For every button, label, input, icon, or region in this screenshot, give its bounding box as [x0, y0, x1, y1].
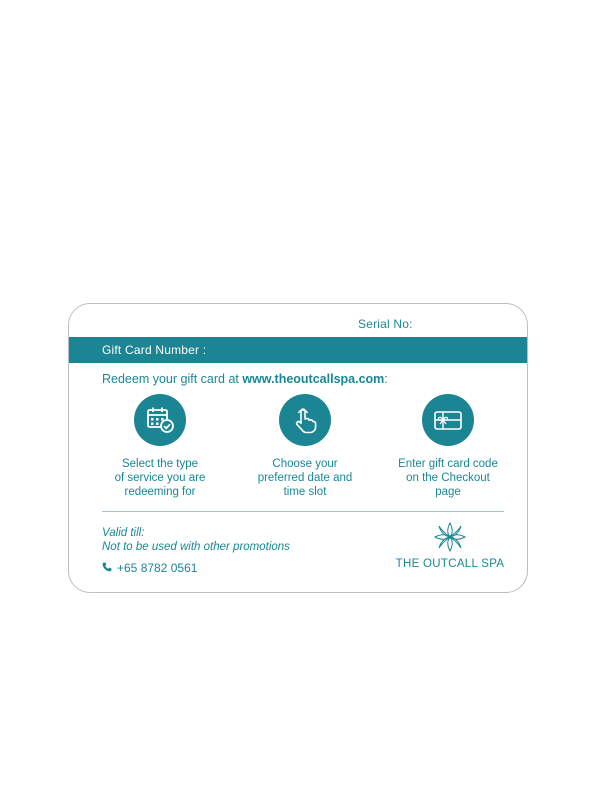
- calendar-check-icon: [134, 394, 186, 446]
- step-enter-code: [383, 394, 513, 499]
- redeem-url-link[interactable]: www.theoutcallspa.com: [242, 372, 385, 386]
- step-2-text: Choose your preferred date and time slot: [257, 458, 353, 498]
- divider: [102, 511, 504, 512]
- gift-card-icon: [422, 394, 474, 446]
- redeem-suffix: :: [384, 372, 388, 386]
- gift-card: [68, 303, 528, 593]
- redeem-instruction: [102, 372, 388, 386]
- step-1-text: Select the type of service you are redeeming for: [114, 458, 206, 498]
- phone-contact[interactable]: [102, 561, 197, 575]
- lotus-logo-icon: [431, 520, 469, 556]
- step-3-text: Enter gift card code on the Checkout page: [398, 458, 498, 498]
- phone-icon: [102, 561, 112, 575]
- spa-logo: [385, 520, 515, 570]
- promo-note: Not to be used with other promotions: [102, 541, 290, 553]
- step-choose-date: [240, 394, 370, 499]
- valid-till-label: Valid till:: [102, 527, 145, 539]
- gift-card-number-band: [69, 337, 527, 363]
- hand-pointer-icon: [279, 394, 331, 446]
- gift-card-number-label: Gift Card Number :: [102, 343, 207, 357]
- phone-number: +65 8782 0561: [117, 561, 198, 575]
- redeem-prefix: Redeem your gift card at: [102, 372, 243, 386]
- step-select-service: [95, 394, 225, 499]
- serial-number-label: Serial No:: [358, 317, 413, 331]
- brand-name: THE OUTCALL SPA: [395, 558, 505, 570]
